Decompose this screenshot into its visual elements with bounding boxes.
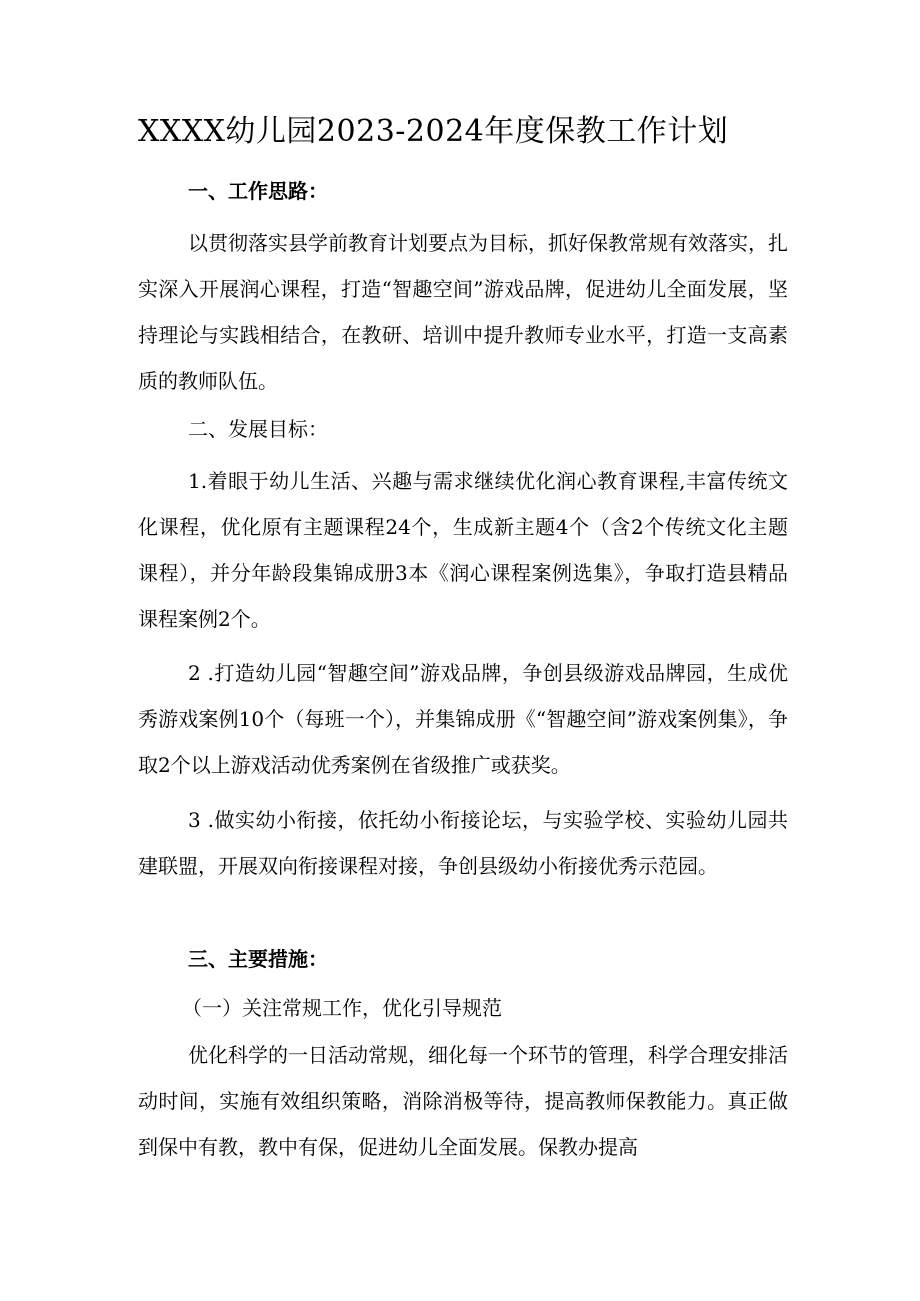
section-heading-main-measures: 三、主要措施：: [188, 947, 328, 971]
development-goal-item-1: 1.着眼于幼儿生活、兴趣与需求继续优化润心教育课程,丰富传统文化课程，优化原有主题课程24个，生成新主题4个（含2个传统文化主题课程），并分年龄段集锦成册3本《润心课程案例选集》，争取打造县精品课程案例2个。: [138, 469, 788, 631]
development-goal-item-3: 3 .做实幼小衔接，依托幼小衔接论坛，与实验学校、实验幼儿园共建联盟，开展双向衔接课程对接，争创县级幼小衔接优秀示范园。: [138, 808, 788, 878]
development-goal-item-2: 2 .打造幼儿园“智趣空间”游戏品牌，争创县级游戏品牌园，生成优秀游戏案例10个（每班一个），并集锦成册《“智趣空间”游戏案例集》，争取2个以上游戏活动优秀案例在省级推广或获奖。: [138, 661, 788, 777]
work-ideas-paragraph: 以贯彻落实县学前教育计划要点为目标，抓好保教常规有效落实，扎实深入开展润心课程，打造“智趣空间”游戏品牌，促进幼儿全面发展，坚持理论与实践相结合，在教研、培训中提升教师专业水平，打造一支高素质的教师队伍。: [138, 231, 788, 393]
document-title: XXXX幼儿园2023-2024年度保教工作计划: [138, 114, 729, 149]
main-measures-subheading: （一）关注常规工作，优化引导规范: [182, 996, 502, 1020]
main-measures-paragraph: 优化科学的一日活动常规，细化每一个环节的管理，科学合理安排活动时间，实施有效组织策略，消除消极等待，提高教师保教能力。真正做到保中有教，教中有保，促进幼儿全面发展。保教办提高: [138, 1043, 788, 1159]
section-heading-development-goals: 二、发展目标：: [188, 417, 328, 441]
section-heading-work-ideas: 一、工作思路：: [188, 179, 328, 203]
